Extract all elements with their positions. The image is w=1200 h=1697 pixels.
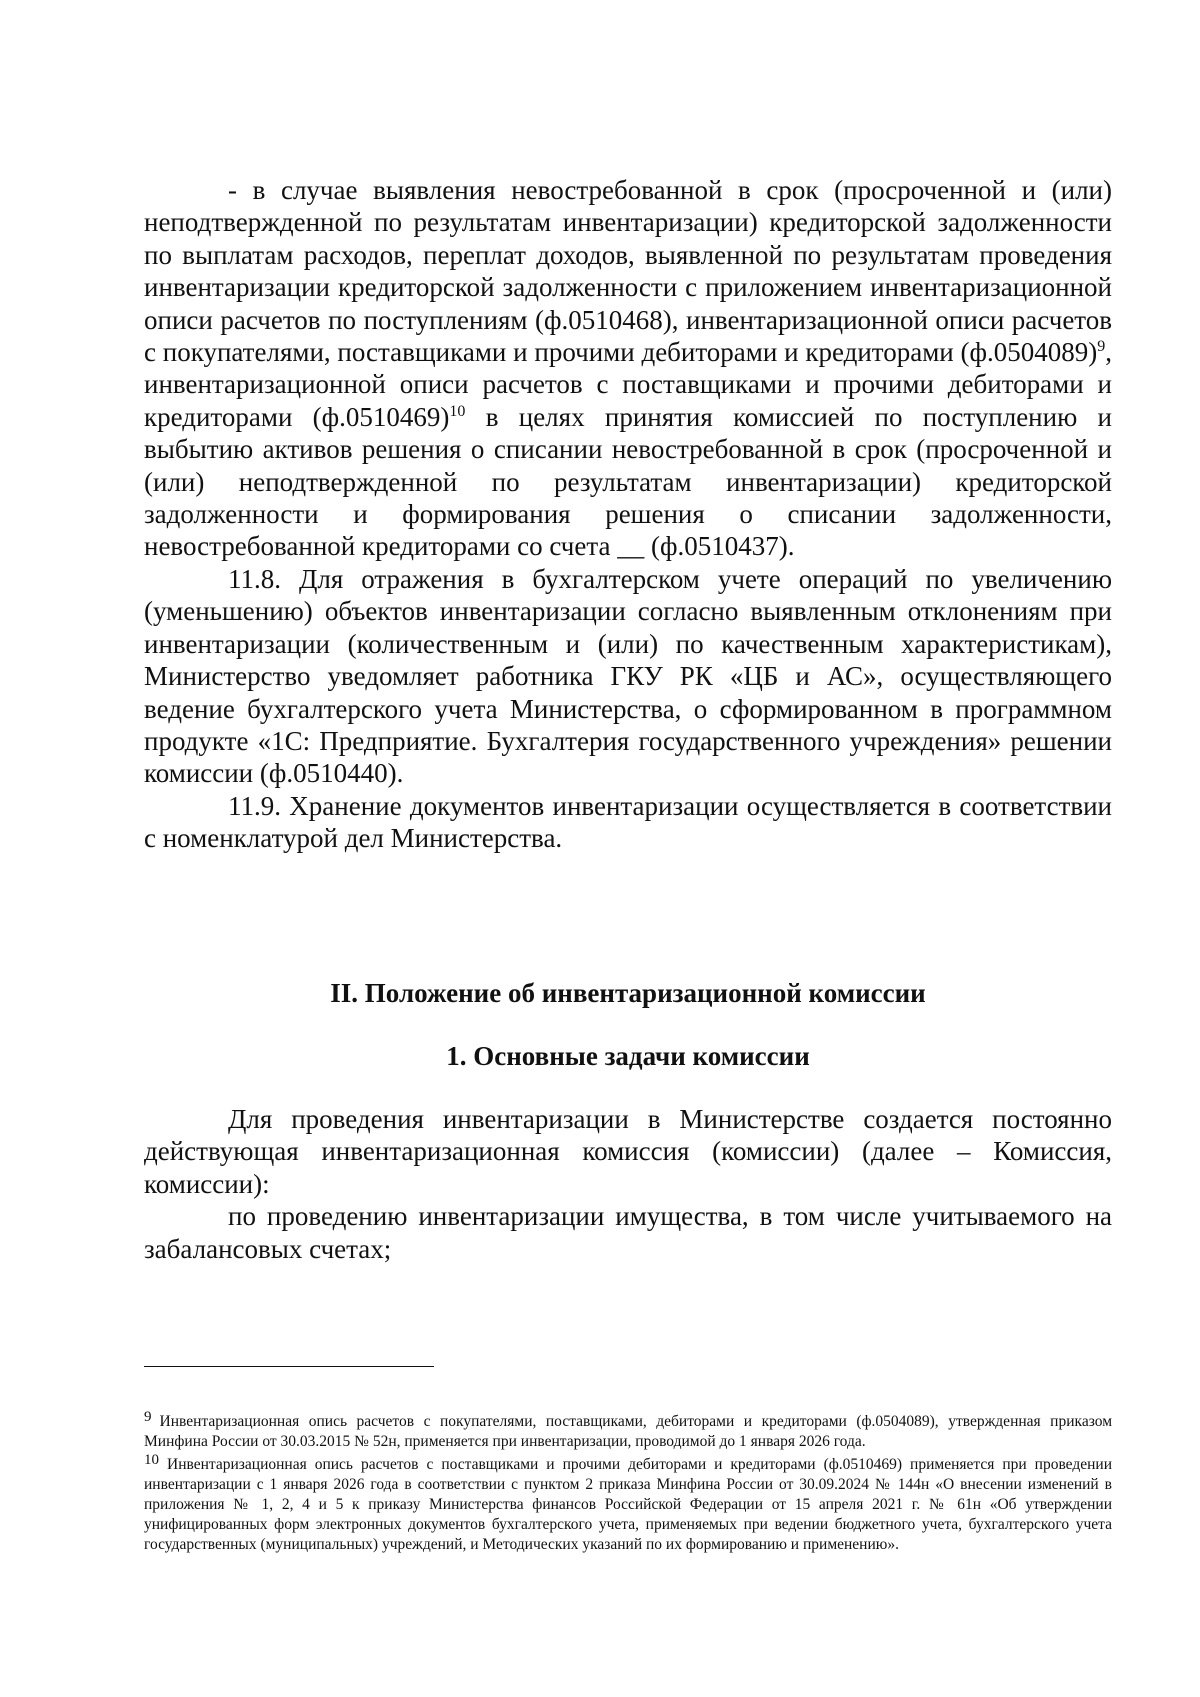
paragraph-11-8: 11.8. Для отражения в бухгалтерском учете операций по увеличению (уменьшению) объектов инвентаризации согласно выявленным отклонениям при инвентаризации (количественным и (или) по качественным характеристикам), Министерство уведомляет работника ГКУ РК «ЦБ и АС», осуществляющего ведение бухгалтерского учета Министерства, о сформированном в программном продукте «1С: Предприятие. Бухгалтерия государственного учреждения» решении комиссии (ф.0510440).	[144, 563, 1112, 789]
paragraph-property-inventory: по проведению инвентаризации имущества, в том числе учитываемого на забалансовых счетах;	[144, 1201, 1112, 1264]
footnote-separator	[144, 1366, 434, 1367]
footnote-text: Инвентаризационная опись расчетов с покупателями, поставщиками, дебиторами и кредиторами (ф.0504089), утвержденная приказом Минфина России от 30.03.2015 № 52н, применяется при инвентаризации, проводимой до 1 января 2026 года.	[144, 1413, 1112, 1450]
body-text-block	[144, 174, 1112, 855]
paragraph-text: - в случае выявления невостребованной в срок (просроченной и (или) неподтвержденной по результатам инвентаризации) кредиторской задолженности по выплатам расходов, переплат доходов, выявленной по результатам проведения инвентаризации кредиторской задолженности с приложением инвентаризационной описи расчетов по поступлениям (ф.0510468), инвентаризационной описи расчетов с покупателями, поставщиками и прочими дебиторами и кредиторами (ф.0504089)	[144, 175, 1112, 368]
body-text-block-2	[144, 1103, 1112, 1265]
subsection-heading: 1. Основные задачи комиссии	[446, 1041, 810, 1071]
section-heading: II. Положение об инвентаризационной комиссии	[330, 978, 926, 1008]
footnote-number: 10	[144, 1452, 159, 1468]
footnote-number: 9	[144, 1409, 152, 1425]
footnote-ref-10[interactable]: 10	[449, 402, 466, 420]
paragraph-creditor-debt-writeoff	[144, 174, 1112, 563]
footnote-ref-9[interactable]: 9	[1097, 338, 1106, 356]
footnote-9	[144, 1409, 1112, 1452]
paragraph-text: , инвентаризационной описи расчетов с поставщиками и прочими дебиторами и кредиторами (ф.0510469)	[144, 337, 1112, 432]
footnote-10	[144, 1452, 1112, 1555]
footnote-text: Инвентаризационная опись расчетов с поставщиками и прочими дебиторами и кредиторами (ф.0510469) применяется при проведении инвентаризации с 1 января 2026 года в соответствии с пунктом 2 приказа Минфина России от 30.09.2024 № 144н «О внесении изменений в приложения № 1, 2, 4 и 5 к приказу Министерства финансов Российской Федерации от 15 апреля 2021 г. № 61н «Об утверждении унифицированных форм электронных документов бухгалтерского учета, применяемых при ведении бюджетного учета, бухгалтерского учета государственных (муниципальных) учреждений, и Методических указаний по их формированию и применению».	[144, 1456, 1112, 1553]
footnotes	[144, 1409, 1112, 1555]
paragraph-11-9: 11.9. Хранение документов инвентаризации осуществляется в соответствии с номенклатурой дел Министерства.	[144, 790, 1112, 854]
paragraph-text: в целях принятия комиссией по поступлению и выбытию активов решения о списании невостребованной в срок (просроченной и (или) неподтвержденной по результатам инвентаризации) кредиторской задолженности и формирования решения о списании задолженности, невостребованной кредиторами со счета __ (ф.0510437).	[144, 401, 1112, 562]
paragraph-commission-purpose: Для проведения инвентаризации в Министерстве создается постоянно действующая инвентаризационная комиссия (комиссии) (далее – Комиссия, комиссии):	[144, 1104, 1112, 1199]
